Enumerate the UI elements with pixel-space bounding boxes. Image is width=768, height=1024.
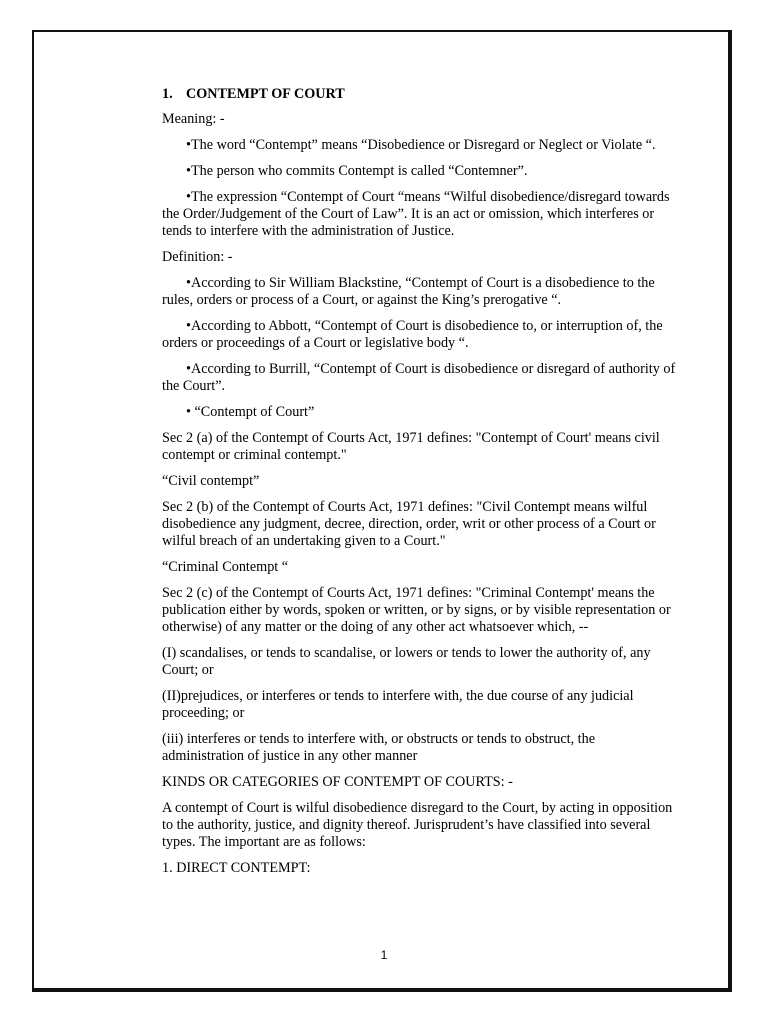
paragraph: Sec 2 (b) of the Contempt of Courts Act, 1971 defines: "Civil Contempt means wilful disobedience any judgment, decree, direction, order, writ or other process of a Court or wilful breach of an undertaking given to a Court." xyxy=(162,499,656,549)
paragraph: •According to Sir William Blackstine, “Contempt of Court is a disobedience to the rules, orders or process of a Court, or against the King’s prerogative “. xyxy=(162,275,655,308)
paragraph: •The person who commits Contempt is called “Contemner”. xyxy=(186,163,528,179)
paragraph: •The word “Contempt” means “Disobedience or Disregard or Neglect or Violate “. xyxy=(186,137,656,153)
paragraph: •The expression “Contempt of Court “means “Wilful disobedience/disregard towards the Order/Judgement of the Court of Law”. It is an act or omission, which interferes or tends to interfere with the administration of Justice. xyxy=(162,189,670,239)
paragraph: Meaning: - xyxy=(162,111,225,127)
paragraph: • “Contempt of Court” xyxy=(186,404,315,420)
paragraph: “Civil contempt” xyxy=(162,473,260,489)
paragraph: Sec 2 (a) of the Contempt of Courts Act, 1971 defines: "Contempt of Court' means civil contempt or criminal contempt." xyxy=(162,430,660,463)
paragraph: Definition: - xyxy=(162,249,233,265)
paragraph: •According to Abbott, “Contempt of Court is disobedience to, or interruption of, the orders or proceedings of a Court or legislative body “. xyxy=(162,318,663,351)
paragraph: 1. DIRECT CONTEMPT: xyxy=(162,860,311,876)
paragraph: A contempt of Court is wilful disobedience disregard to the Court, by acting in opposition to the authority, justice, and dignity thereof. Jurisprudent’s have classified into several types. The important are as follows: xyxy=(162,800,673,850)
paragraph: KINDS OR CATEGORIES OF CONTEMPT OF COURTS: - xyxy=(162,774,513,790)
section-heading xyxy=(162,86,680,103)
section-title: CONTEMPT OF COURT xyxy=(186,86,345,102)
section-number: 1. xyxy=(162,86,173,102)
page-number: 1 xyxy=(380,948,388,962)
paragraph: “Criminal Contempt “ xyxy=(162,559,289,575)
paragraph-list xyxy=(162,111,680,877)
document-body xyxy=(162,86,680,886)
paragraph: Sec 2 (c) of the Contempt of Courts Act, 1971 defines: "Criminal Contempt' means the publication either by words, spoken or written, or by signs, or by visible representation or otherwise) of any matter or the doing of any other act whatsoever which, -- xyxy=(162,585,671,635)
paragraph: (II)prejudices, or interferes or tends to interfere with, the due course of any judicial proceeding; or xyxy=(162,688,634,721)
paragraph: (I) scandalises, or tends to scandalise, or lowers or tends to lower the authority of, any Court; or xyxy=(162,645,651,678)
paragraph: (iii) interferes or tends to interfere with, or obstructs or tends to obstruct, the administration of justice in any other manner xyxy=(162,731,595,764)
paragraph: •According to Burrill, “Contempt of Court is disobedience or disregard of authority of the Court”. xyxy=(162,361,676,394)
